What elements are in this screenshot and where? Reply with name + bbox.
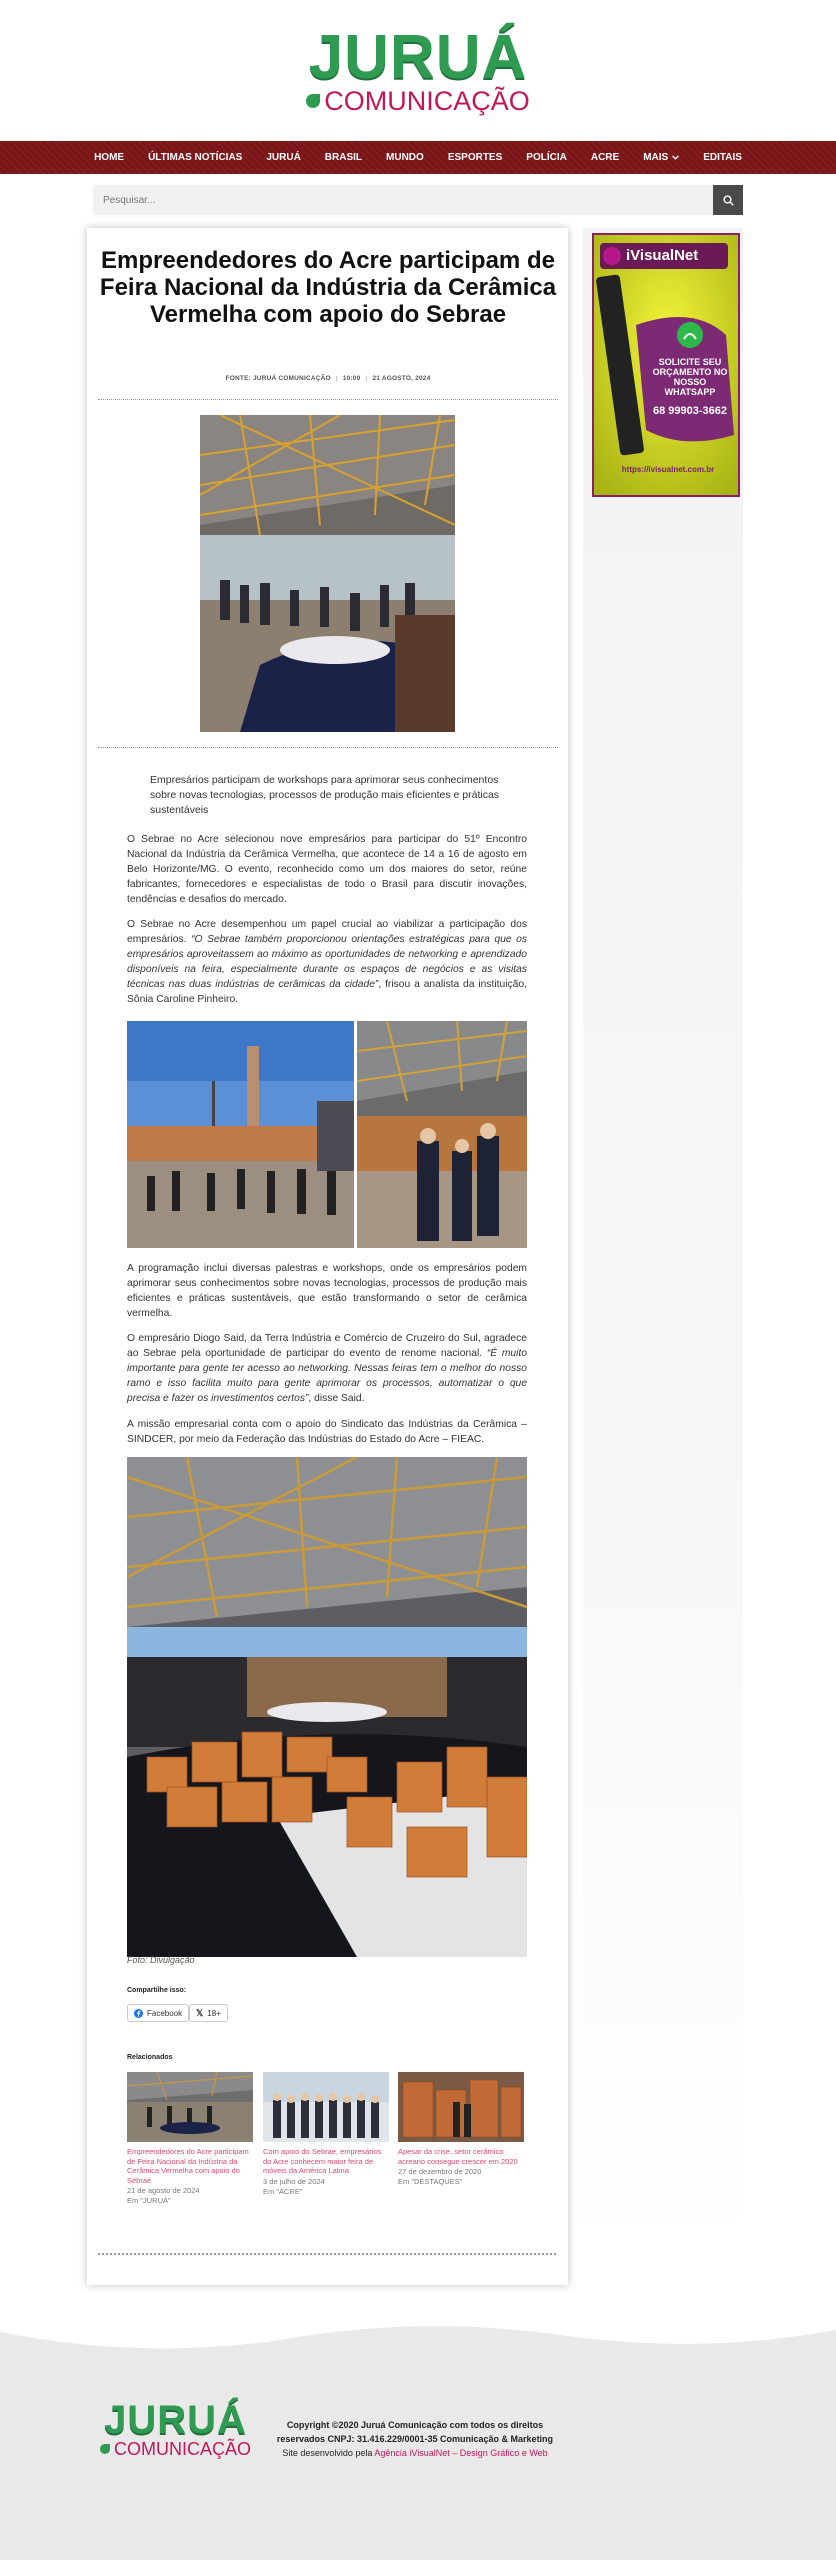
footer-agency-link[interactable]: Agência iVisualNet – Design Gráfico e Web bbox=[374, 2448, 548, 2458]
related-date: 3 de julho de 2024 bbox=[263, 2176, 325, 2186]
nav-item-ultimas-noticias[interactable]: ÚLTIMAS NOTÍCIAS bbox=[148, 152, 243, 163]
paragraph-text: , frisou a analista da instituição, Sônia Caroline Pinheiro. bbox=[127, 979, 527, 1005]
main-nav bbox=[0, 141, 836, 174]
leaf-icon bbox=[100, 2444, 110, 2454]
related-thumbnail[interactable] bbox=[127, 2072, 253, 2142]
related-date: 21 de agosto de 2024 bbox=[127, 2186, 200, 2195]
related-title: Relacionados bbox=[127, 2054, 173, 2061]
nav-item-home[interactable]: HOME bbox=[94, 152, 125, 163]
site-logo[interactable] bbox=[306, 22, 530, 116]
article-title: Empreendedores do Acre participam de Feira Nacional da Indústria da Cerâmica Vermelha com apoio do Sebrae bbox=[99, 247, 557, 328]
facebook-icon bbox=[134, 2009, 143, 2018]
logo-sub-label: COMUNICAÇÃO bbox=[324, 85, 530, 116]
logo-main-text: JURUÁ bbox=[308, 22, 528, 92]
ad-tagline: SOLICITE SEU ORÇAMENTO NO NOSSO WHATSAPP bbox=[652, 357, 728, 397]
gallery-image-indoor[interactable] bbox=[357, 1021, 527, 1248]
divider bbox=[98, 747, 558, 748]
facebook-label: Facebook bbox=[147, 2008, 183, 2018]
article-paragraph-quote-diogo bbox=[127, 1331, 527, 1406]
x-icon: 𝕏 bbox=[196, 2007, 204, 2018]
footer-logo-sub-label: COMUNICAÇÃO bbox=[114, 2439, 252, 2459]
nav-item-mais[interactable] bbox=[631, 152, 691, 163]
nav-item-policia[interactable]: POLÍCIA bbox=[526, 152, 567, 163]
x-label: 18+ bbox=[207, 2008, 221, 2018]
logo-sub-text bbox=[306, 85, 530, 116]
related-link[interactable]: Apesar da crise, setor cerâmico acreano consegue crescer em 2020 bbox=[398, 2147, 518, 2166]
article-date: 21 AGOSTO, 2024 bbox=[372, 375, 431, 382]
ad-phone: 68 99903-3662 bbox=[652, 405, 727, 417]
nav-item-brasil[interactable]: BRASIL bbox=[324, 152, 363, 163]
article-time: 10:00 bbox=[342, 375, 361, 382]
gallery-image-outdoor[interactable] bbox=[127, 1021, 354, 1248]
featured-image[interactable] bbox=[200, 415, 455, 732]
article-source: FONTE: JURUÁ COMUNICAÇÃO bbox=[225, 375, 331, 382]
paragraph-text: O empresário Diogo Said, da Terra Indústria e Comércio de Cruzeiro do Sul, agradece ao Sebrae pela oportunidade de participar do evento de renome nacional. bbox=[127, 1333, 527, 1359]
nav-item-mundo[interactable]: MUNDO bbox=[386, 152, 424, 163]
nav-item-mais-label: MAIS bbox=[643, 152, 669, 163]
share-facebook-button[interactable] bbox=[127, 2004, 189, 2022]
quote-text: “É muito importante para gente ter acesso ao networking. Nessas feiras tem o melhor do nosso ramo e isso facilita muito para gente aprimorar os processos, automatizar o que precisa e fazer os investimentos certos” bbox=[127, 1348, 527, 1404]
related-thumbnail[interactable] bbox=[263, 2072, 389, 2142]
paragraph-text: , disse Said. bbox=[308, 1393, 365, 1404]
footer-copyright: Copyright ©2020 Juruá Comunicação com todos os direitos reservados CNPJ: 31.416.229/0001-35 Comunicação & Marketing bbox=[276, 2420, 554, 2444]
footer-developed bbox=[270, 2446, 560, 2460]
related-category: Em "DESTAQUES" bbox=[398, 2177, 463, 2186]
related-item[interactable] bbox=[127, 2072, 253, 2206]
article-meta bbox=[98, 375, 558, 382]
meta-separator: | bbox=[335, 375, 338, 382]
share-x-button[interactable] bbox=[189, 2004, 228, 2022]
sidebar-ad-ivisualnet[interactable] bbox=[592, 233, 740, 497]
footer-wave bbox=[0, 2310, 836, 2370]
meta-separator: | bbox=[365, 375, 368, 382]
footer-logo-sub-text bbox=[100, 2440, 251, 2458]
site-header bbox=[0, 0, 836, 141]
leaf-icon bbox=[306, 94, 320, 108]
nav-item-editais[interactable]: EDITAIS bbox=[703, 152, 742, 163]
nav-item-jurua[interactable]: JURUÁ bbox=[266, 152, 301, 163]
footer-logo[interactable] bbox=[100, 2400, 251, 2458]
related-link[interactable]: Com apoio do Sebrae, empresários do Acre conhecem maior feira de móveis da América Latina bbox=[263, 2147, 382, 2175]
related-link[interactable]: Empreendedores do Acre participam de Feira Nacional da Indústria da Cerâmica Vermelha com apoio do Sebrae bbox=[127, 2147, 249, 2185]
ad-brand: iVisualNet bbox=[626, 247, 699, 264]
search-bar bbox=[93, 185, 743, 215]
footer-logo-main-text: JURUÁ bbox=[104, 2398, 247, 2442]
ad-url[interactable]: https://ivisualnet.com.br bbox=[621, 465, 715, 474]
paragraph-text: O Sebrae no Acre desempenhou um papel crucial ao viabilizar a participação dos empresários. bbox=[127, 919, 527, 945]
share-title: Compartilhe isso: bbox=[127, 1987, 187, 1994]
article-image-bricks[interactable] bbox=[127, 1457, 527, 1957]
article-paragraph: A programação inclui diversas palestras e workshops, onde os empresários podem aprimorar seus conhecimentos sobre novas tecnologias, processos de produção mais eficientes e práticas sustentáveis, que estão transformando o setor de cerâmica vermelha. bbox=[127, 1263, 527, 1319]
image-caption: Empresários participam de workshops para aprimorar seus conhecimentos sobre novas tecnologias, processos de produção mais eficientes e práticas sustentáveis bbox=[150, 774, 500, 816]
related-thumbnail[interactable] bbox=[398, 2072, 524, 2142]
article-paragraph: O Sebrae no Acre selecionou nove empresários para participar do 51º Encontro Nacional da Indústria da Cerâmica Vermelha, que acontece de 14 a 16 de agosto em Belo Horizonte/MG. O evento, reconhecido como um dos maiores do setor, reúne fabricantes, fornecedores e especialistas de todo o Brasil para discutir inovações, tendências e desafios do mercado. bbox=[127, 834, 527, 905]
footer-developed-label: Site desenvolvido pela bbox=[282, 2448, 375, 2458]
article-paragraph-quote-sebrae bbox=[127, 917, 527, 1007]
related-item[interactable] bbox=[263, 2072, 389, 2197]
related-category: Em "ACRE" bbox=[263, 2186, 303, 2196]
footer-text bbox=[270, 2418, 560, 2460]
related-category: Em "JURUÁ" bbox=[127, 2196, 171, 2205]
chevron-down-icon bbox=[672, 155, 679, 160]
nav-item-esportes[interactable]: ESPORTES bbox=[447, 152, 503, 163]
article-paragraph: A missão empresarial conta com o apoio do Sindicato das Indústrias da Cerâmica – SINDCER, por meio da Federação das Indústrias do Estado do Acre – FIEAC. bbox=[127, 1419, 527, 1445]
related-date: 27 de dezembro de 2020 bbox=[398, 2167, 482, 2176]
divider bbox=[98, 2253, 556, 2255]
related-item[interactable] bbox=[398, 2072, 524, 2187]
sidebar bbox=[583, 228, 743, 2258]
photo-credit: Foto: Divulgação bbox=[127, 1955, 195, 1965]
search-icon bbox=[723, 195, 734, 206]
divider bbox=[98, 399, 558, 400]
search-button[interactable] bbox=[713, 185, 743, 215]
search-input[interactable] bbox=[93, 185, 713, 215]
nav-item-acre[interactable]: ACRE bbox=[590, 152, 620, 163]
quote-text: “O Sebrae também proporcionou orientações estratégicas para que os empresários aproveitassem ao máximo as oportunidades de networking e aprendizado disponíveis na feira, especialmente durante os espaços de negócios e as visitas técnicas nas duas indústrias de cerâmicas da cidade” bbox=[127, 934, 528, 990]
